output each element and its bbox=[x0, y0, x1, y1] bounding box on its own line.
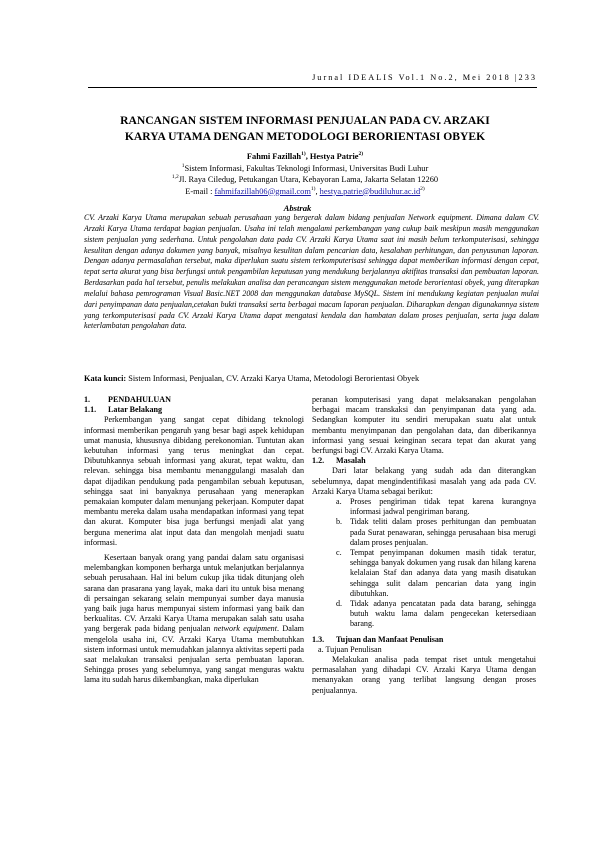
journal-header: Jurnal IDEALIS Vol.1 No.2, Mei 2018 |233 bbox=[312, 73, 537, 82]
sec-num-1-3: 1.3. bbox=[312, 634, 325, 644]
affiliation-1 bbox=[70, 163, 540, 175]
sec-title-1-3: Tujuan dan Manfaat Penulisan bbox=[336, 634, 444, 644]
title-line-1: RANCANGAN SISTEM INFORMASI PENJUALAN PADA CV. ARZAKI bbox=[120, 114, 490, 127]
section-heading-1 bbox=[84, 395, 304, 405]
header-rule bbox=[88, 87, 537, 88]
author-1-sup: 1) bbox=[301, 151, 306, 158]
list-item bbox=[336, 599, 536, 630]
email-prefix: E-mail : bbox=[185, 186, 215, 196]
abstract-text: CV. Arzaki Karya Utama merupakan sebuah perusahaan yang bergerak dalam bidang penjualan Network equipment. Dimana dalam CV. Arzaki Karya Utama terdapat bagian penjualan. Usaha ini telah mengalami perkembangan yang cukup baik meskipun masih menggunakan sistem penjualan yang sederhana. Untuk pengolahan data pada CV. Arzaki Karya Utama saat ini masih belum terkomputerisasi, sehingga kesulitan dengan adanya dokumen yang banyak, misalnya kesulitan dalam pencarian data, kesalahan perhitungan, dan penyusunan laporan. Dengan adanya permasalahan tersebut, maka diperlukan suatu sistem terkomputerisasi sehingga dapat memberikan informasi dengan cepat, tepat serta akurat yang bisa berfungsi untuk pengambilan keputusan yang mendukung berjalannya aktifitas transaksi dan pembuatan laporan. Berdasarkan pada hal tersebut, penulis melakukan analisa dan perancangan sistem menggunakan metode berorientasi obyek, yang diterapkan melalui bahasa pemrograman Visual Basic.NET 2008 dan menggunakan database MySQL. Sistem ini mendukung kegiatan penjualan mulai dari penyimpanan data penjualan,cetakan bukti transaksi serta berbagai macam laporan penjualan. Diharapkan dengan digunakannya sistem yang terkomputerisasi pada CV. Arzaki Karya Utama dapat mengatasi kendala dan hambatan dalam proses penjualan, serta juga dalam keterlambatan pengolahan data. bbox=[84, 213, 539, 331]
paragraph-2a: Kesertaan banyak orang yang pandai dalam satu organisasi melembangkan komponen berharga untuk melanjutkan berjalannya sebuah perusahaan. Hal ini belum cukup jika tidak ditunjang oleh sarana dan prasarana yang layak, maka dari itu untuk bisa menang di persaingan sekarang selain mempunyai sumber daya manusia yang baik juga harus mempunyai sistem informasi yang baik dan berkualitas. CV. Arzaki Karya Utama merupakan salah satu usaha yang bergerak pada bidang penjualan bbox=[84, 553, 304, 634]
sec-num-1-1: 1.1. bbox=[84, 405, 97, 415]
sec-title-1-1: Latar Belakang bbox=[108, 405, 163, 415]
author-names bbox=[70, 151, 540, 163]
author-sep: , bbox=[305, 152, 310, 161]
list-marker: b. bbox=[336, 517, 343, 527]
paragraph-2b: . Dalam mengelola usaha ini, CV. Arzaki Karya Utama membutuhkan sistem informasi untuk memudahkan jalannya aktivitas seperti pada saat melakukan transaksi penjualan serta pembuatan laporan. Sehingga proses yang sebelumnya, yang sangat menguras waktu lama itu sudah harus dikembangkan, maka diperlukan bbox=[84, 624, 304, 685]
list-item bbox=[336, 517, 536, 548]
keywords-text: Sistem Informasi, Penjualan, CV. Arzaki Karya Utama, Metodologi Berorientasi Obyek bbox=[126, 374, 420, 383]
list-item bbox=[336, 497, 536, 517]
paragraph-masalah: Dari latar belakang yang sudah ada dan diterangkan sebelumnya, dapat mengindentifikasi masalah yang ada pada CV. Arzaki Karya Utama sebagai berikut: bbox=[312, 466, 536, 496]
right-column bbox=[312, 395, 536, 696]
section-heading-1-1 bbox=[84, 405, 304, 415]
paragraph-cont: peranan komputerisasi yang dapat melaksanakan pengolahan berbagai macam transkaksi dan penyimpanan data yang ada. Sedangkan komputer itu sendiri merupakan suatu alat untuk membantu menyimpanan dan pengolahan data, dan diberikannya informasi yang sesuai keinginan secara tepat dan akurat yang berfungsi bagi CV. Arzaki Karya Utama. bbox=[312, 395, 536, 456]
paragraph-2 bbox=[84, 553, 304, 686]
section-heading-1-3 bbox=[312, 635, 536, 645]
aff1-text: Sistem Informasi, Fakultas Teknologi Informasi, Universitas Budi Luhur bbox=[184, 163, 429, 173]
section-heading-1-2 bbox=[312, 456, 536, 466]
abstract-heading: Abstrak bbox=[283, 203, 312, 213]
author-block bbox=[70, 151, 540, 197]
keywords-line bbox=[84, 374, 539, 383]
list-item-text: Proses pengiriman tidak tepat karena kurangnya informasi jadwal pengiriman barang. bbox=[350, 497, 536, 517]
subheading-tujuan: a. Tujuan Penulisan bbox=[318, 644, 382, 654]
list-marker: c. bbox=[336, 548, 342, 558]
aff2-sup: 1,2 bbox=[171, 174, 179, 181]
email-sep: , bbox=[315, 186, 320, 196]
paragraph-1: Perkembangan yang sangat cepat dibidang teknologi informasi memberikan pengaruh yang besar bagi aspek kehidupan umat manusia, khususnya dibidang perekonomian. Tuntutan akan kebutuhan informasi yang terus meningkat dan cepat. Dibutuhkannya sebuah informasi yang akurat, tepat waktu, dan relevan. sehingga bisa membantu menanggulangi masalah dan dapat dijadikan pendukung pada pengambilan sebuah keputusan, sehingga saat ini banyaknya perusahaan yang menerapkan pemakaian komputer dalam menunjang pekerjaan. Komputer dapat membantu mereka dalam usaha mendapatkan informasi yang tepat dan akurat. Komputer bisa juga berfungsi menjadi alat yang berguna menerima alat input data dan mengolah menjadi suatu informasi. bbox=[84, 415, 304, 547]
email1-sup: 1) bbox=[310, 185, 316, 192]
left-column bbox=[84, 395, 304, 686]
paper-title bbox=[70, 113, 540, 145]
sec-title-1-2: Masalah bbox=[336, 456, 366, 466]
author-1: Fahmi Fazillah bbox=[246, 152, 302, 161]
aff2-text: Jl. Raya Ciledug, Petukangan Utara, Kebayoran Lama, Jakarta Selatan 12260 bbox=[178, 175, 439, 184]
list-item-text: Tempat penyimpanan dokumen masih tidak teratur, sehingga banyak dokumen yang rusak dan hilang karena kelalaian Staf dan adanya data yang masih disatukan sehingga sulit dalam pencarian data yang ingin dibutuhkan. bbox=[350, 548, 536, 598]
list-marker: a. bbox=[336, 497, 342, 507]
email2-sup: 2) bbox=[420, 185, 425, 192]
sec-title-1: PENDAHULUAN bbox=[108, 395, 171, 404]
list-marker: d. bbox=[336, 599, 343, 609]
title-line-2: KARYA UTAMA DENGAN METODOLOGI BERORIENTASI OBYEK bbox=[124, 130, 486, 143]
list-item-text: Tidak teliti dalam proses perhitungan dan pembuatan pada Surat penawaran, sehingga perusahaan bisa merugi dalam proses penjualan. bbox=[350, 517, 536, 547]
sec-num-1: 1. bbox=[84, 395, 91, 404]
list-item bbox=[336, 548, 536, 599]
paragraph-2-em: network equipment bbox=[213, 624, 277, 634]
list-item-text: Tidak adanya pencatatan pada data barang, sehingga butuh waktu lama dalam pengecekan ketersediaan barang. bbox=[350, 599, 536, 629]
author-2: Hestya Patrie bbox=[309, 152, 359, 161]
affiliation-2 bbox=[70, 174, 540, 186]
sec-num-1-2: 1.2. bbox=[312, 456, 325, 466]
author-2-sup: 2) bbox=[358, 151, 364, 158]
keywords-label: Kata kunci: bbox=[84, 374, 127, 383]
problem-list bbox=[312, 497, 536, 630]
paragraph-tujuan: Melakukan analisa pada tempat riset untuk mengetahui permasalahan yang dihadapi CV. Arzaki Karya Utama dengan menanyakan orang yang terlibat langsung dengan proses penjualannya. bbox=[312, 655, 536, 695]
email-line bbox=[70, 186, 540, 198]
email-link-1[interactable]: fahmifazillah06@gmail.com bbox=[214, 186, 311, 196]
email-link-2[interactable]: hestya.patrie@budiluhur.ac.id bbox=[319, 186, 421, 196]
aff1-sup: 1 bbox=[181, 162, 185, 169]
